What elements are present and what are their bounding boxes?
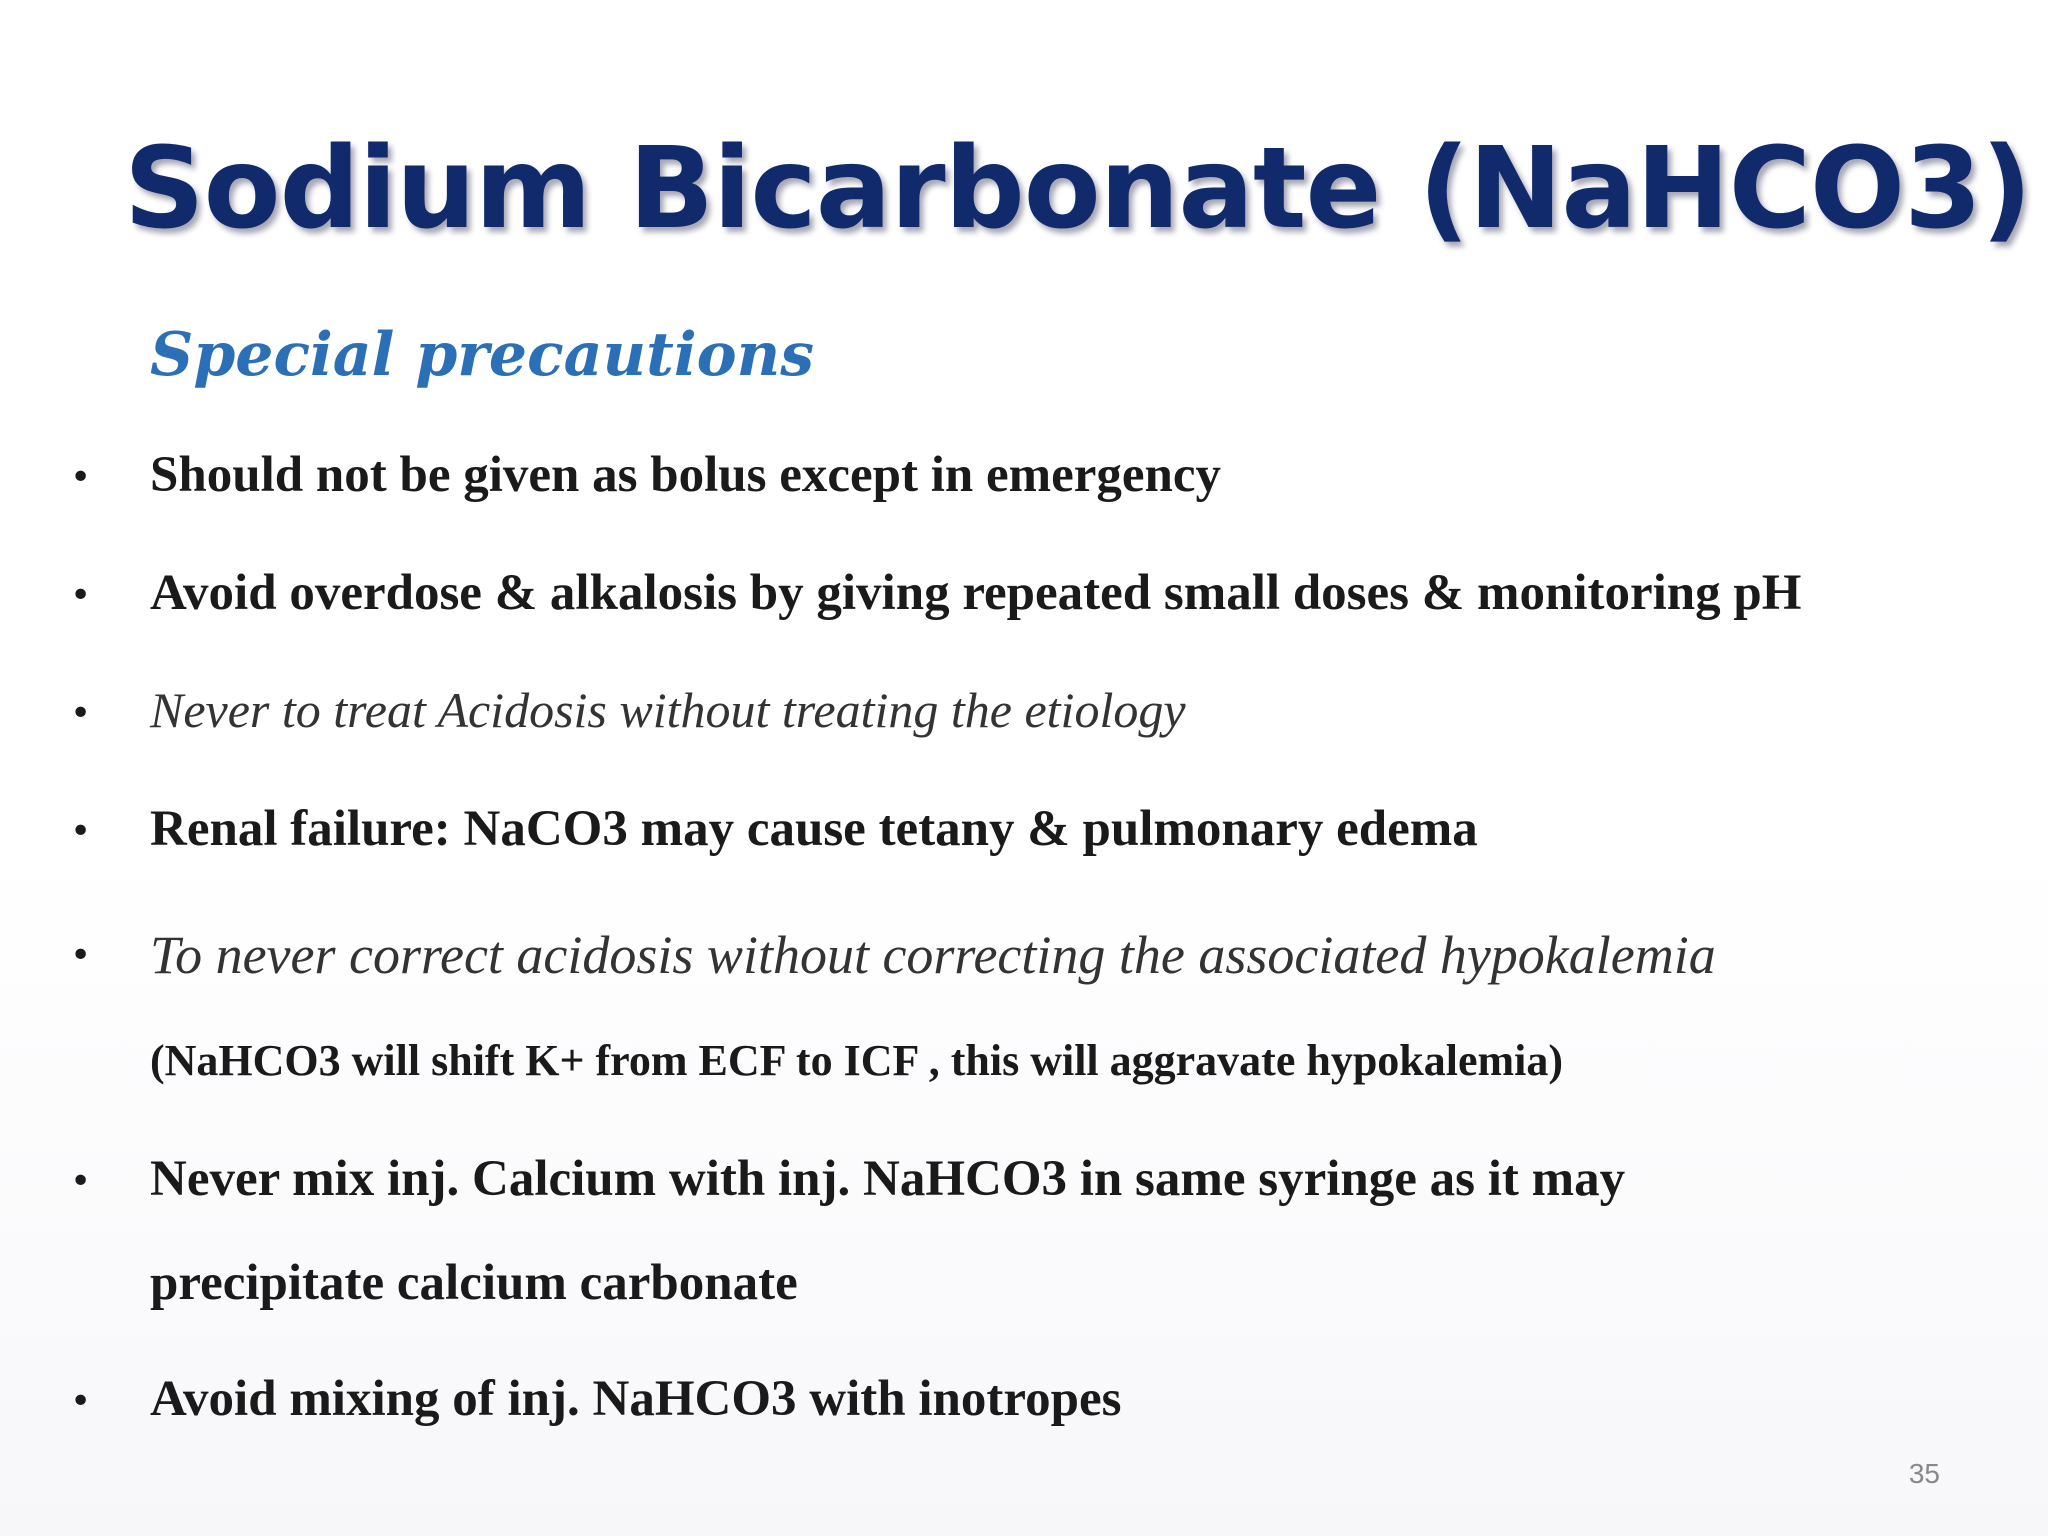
bullet-icon: • xyxy=(70,575,92,616)
bullet-text: Renal failure: NaCO3 may cause tetany & pulmonary edema xyxy=(150,801,1478,857)
hypokalemia-note: (NaHCO3 will shift K+ from ECF to ICF , this will aggravate hypokalemia) xyxy=(150,1036,1564,1085)
bullet-icon: • xyxy=(70,693,92,734)
bullet-icon: • xyxy=(70,457,92,498)
page-number: 35 xyxy=(1908,1458,1940,1489)
bullet-text: Avoid overdose & alkalosis by giving repeated small doses & monitoring pH xyxy=(150,565,1802,621)
bullet-icon: • xyxy=(70,811,92,852)
bullet-text-line1: Never mix inj. Calcium with inj. NaHCO3 in same syringe as it may xyxy=(150,1151,1626,1207)
bullet-icon: • xyxy=(70,935,92,976)
bullet-text: To never correct acidosis without correcting the associated hypokalemia xyxy=(150,925,1716,985)
bullet-text: Should not be given as bolus except in emergency xyxy=(150,447,1222,503)
slide-title: Sodium Bicarbonate (NaHCO3) xyxy=(124,124,2032,254)
bullet-text-line2: precipitate calcium carbonate xyxy=(150,1255,798,1311)
bullet-icon: • xyxy=(70,1381,92,1422)
bullet-text: Never to treat Acidosis without treating the etiology xyxy=(150,682,1186,738)
bullet-icon: • xyxy=(70,1161,92,1202)
slide-subtitle: Special precautions xyxy=(150,320,815,390)
bullet-text: Avoid mixing of inj. NaHCO3 with inotropes xyxy=(150,1371,1122,1427)
